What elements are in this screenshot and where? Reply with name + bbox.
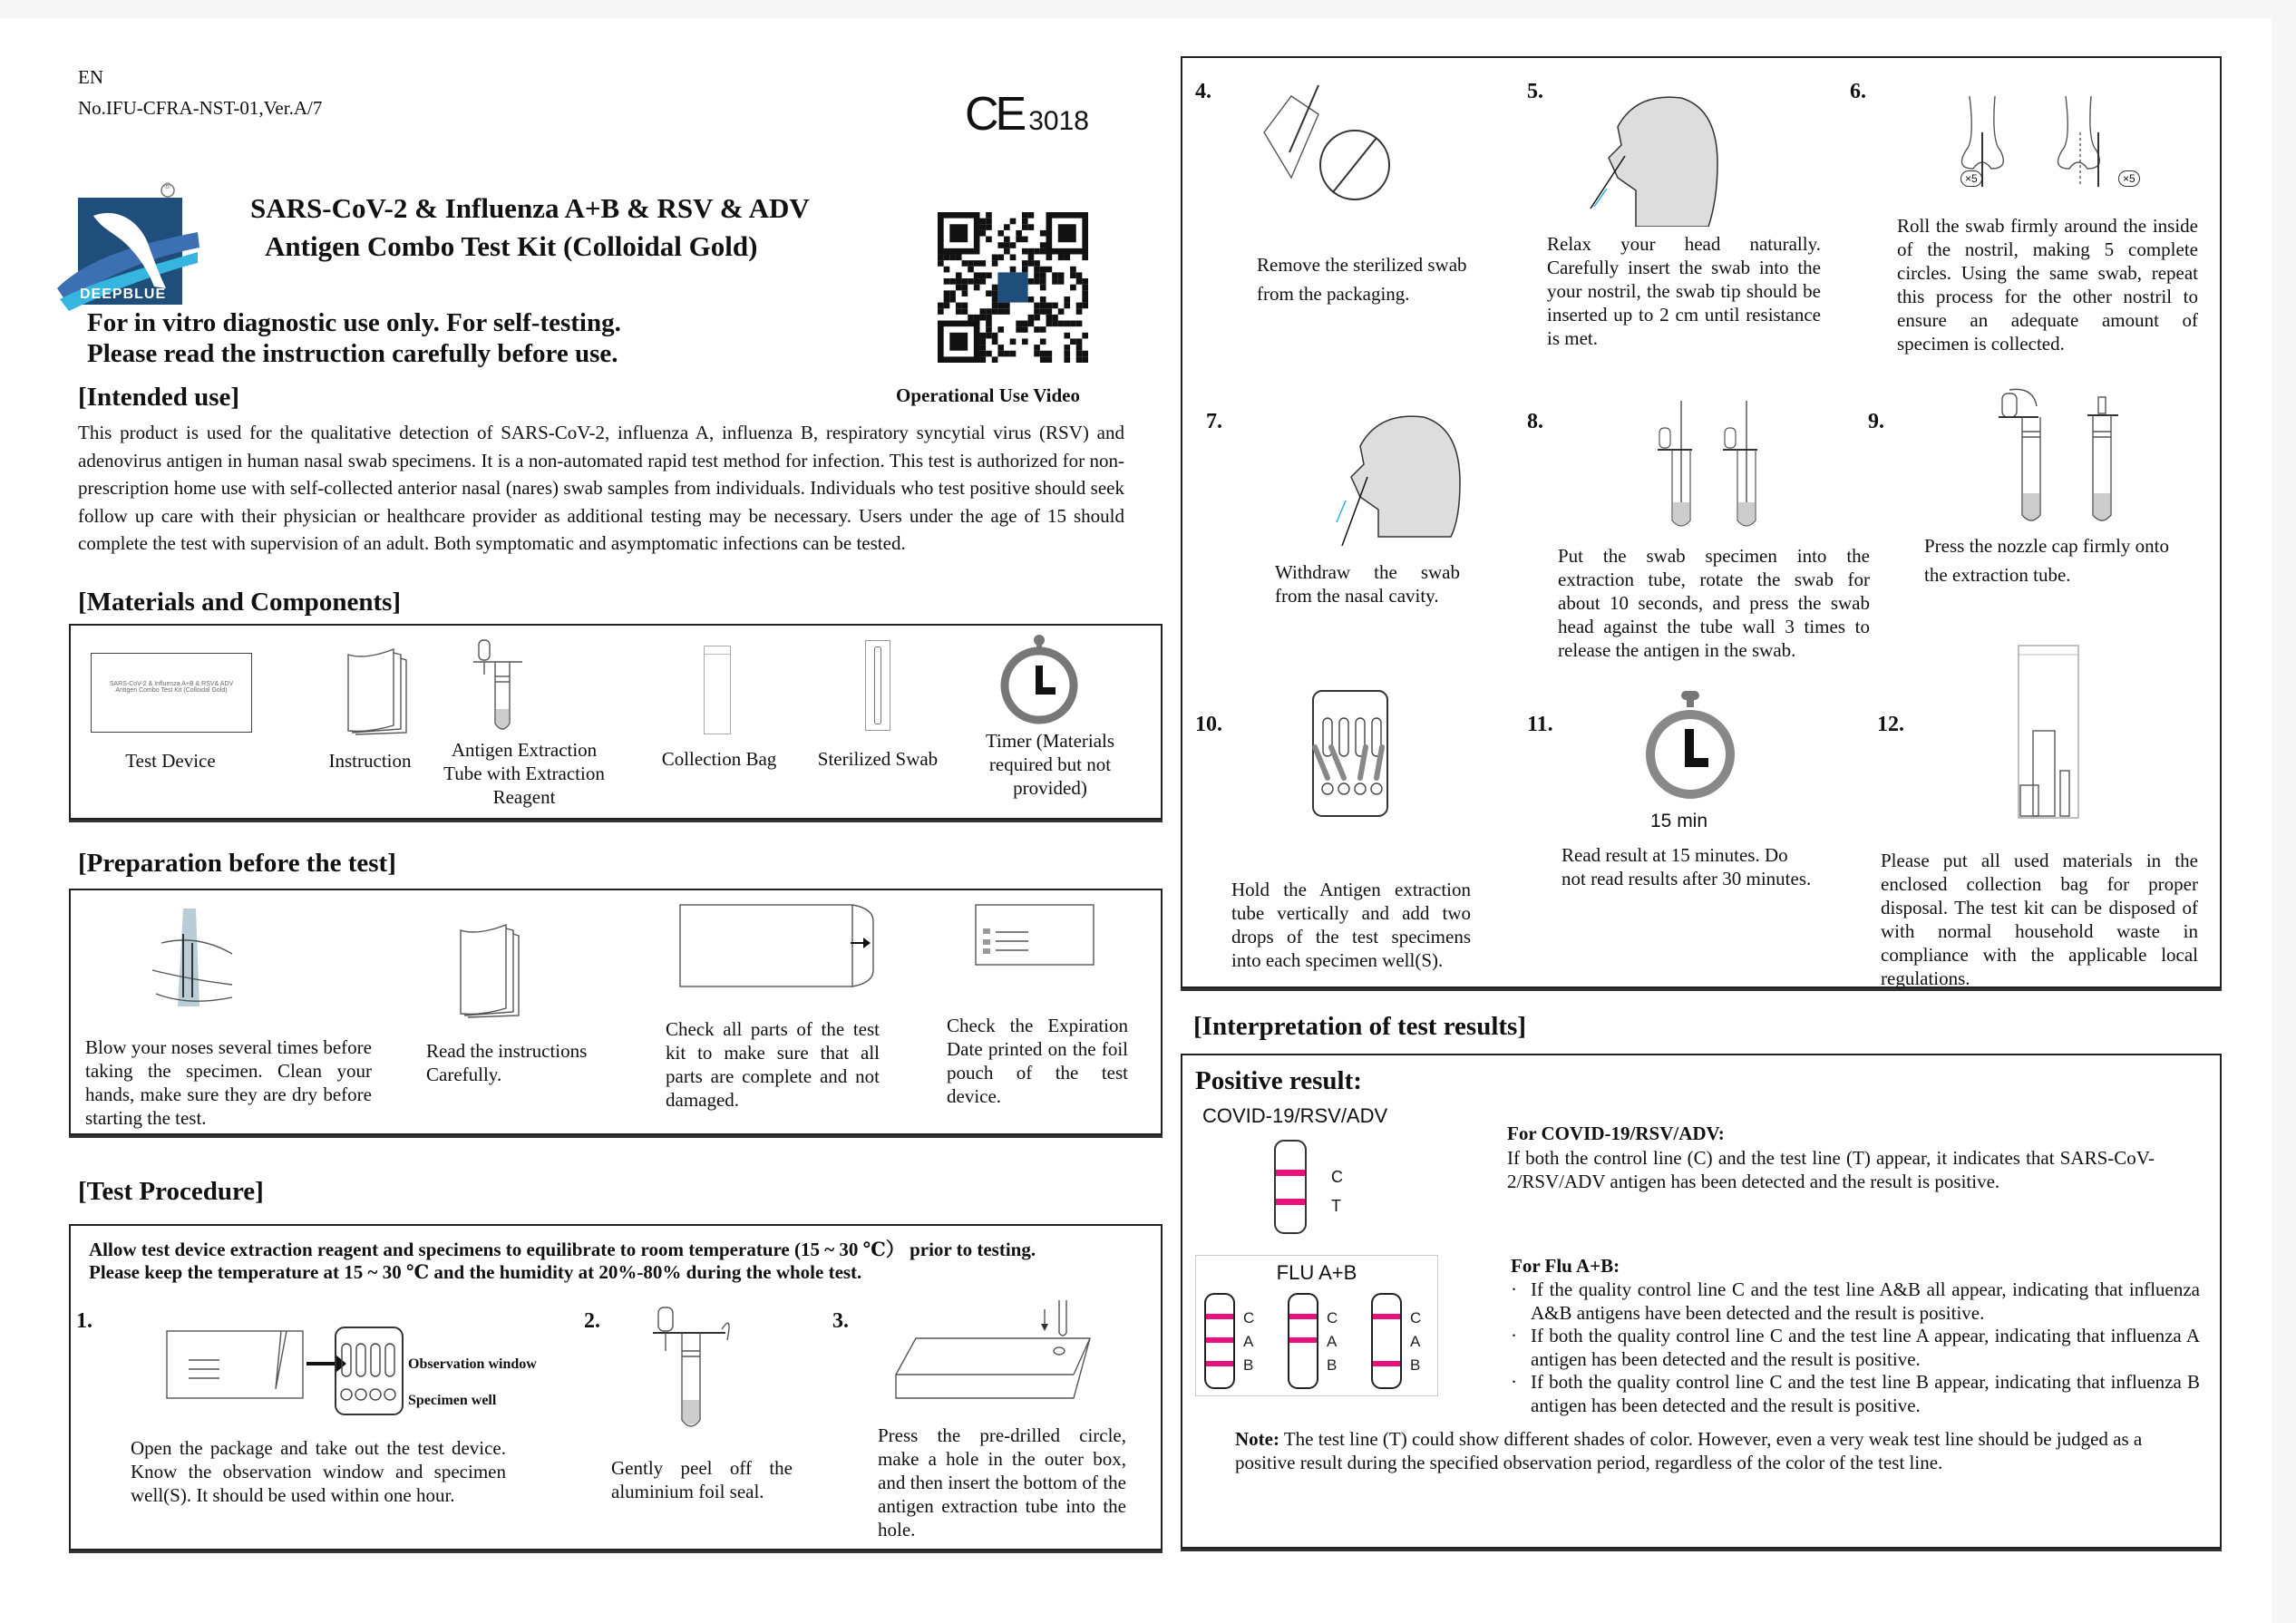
step-text: Withdraw the swab from the nasal cavity. — [1275, 561, 1460, 607]
specimen-well-label: Specimen well — [408, 1393, 497, 1408]
specimen-well — [1338, 783, 1349, 794]
flu-strip-title: FLU A+B — [1276, 1261, 1357, 1284]
tube-rotation-icon — [1636, 401, 1781, 537]
flu-heading: For Flu A+B: — [1511, 1255, 1620, 1277]
flu-strip — [1372, 1294, 1401, 1388]
foil-pouch-icon — [165, 1320, 346, 1411]
specimen-well — [370, 1389, 381, 1400]
strip-line-label: B — [1243, 1356, 1254, 1374]
flu-test-line — [1206, 1337, 1233, 1343]
intended-use-text: This product is used for the qualitative detection of SARS-CoV-2, influenza A, influenza B, respiratory syncytial virus (RSV) and adenovirus antigen in human nasal swab specimens. It is a non-automated rapid test method for infection. This test is authorized for non-prescription home use with self-collected anterior nasal (nares) swab samples from individuals. Individuals who test positive should seek follow up care with their physician or healthcare provider as additional testing may be necessary. Users under the age of 15 should complete the test with supervision of an adult. Both symptomatic and asymptomatic infections can be tested. — [78, 422, 1124, 554]
covid-interpretation-text: If both the control line (C) and the test line (T) appear, it indicates that SARS-CoV-2/RSV/ADV antigen has been detected and the result is positive. — [1507, 1147, 2155, 1192]
qr-code[interactable] — [938, 212, 1088, 363]
observation-window — [342, 1344, 351, 1376]
control-line — [1276, 1170, 1305, 1176]
interpretation-box — [1181, 1054, 2222, 1549]
strip-line-label: A — [1243, 1333, 1254, 1350]
timer-label: 15 min — [1650, 811, 1708, 831]
strip-line-label: T — [1331, 1197, 1341, 1215]
observation-window — [371, 1344, 380, 1376]
registered-mark: ® — [164, 181, 171, 191]
strip-line-label: B — [1410, 1356, 1421, 1374]
procedure-intro-line2: Please keep the temperature at 15 ~ 30 ℃ and the humidity at 20%-80% during the whole test. — [89, 1261, 862, 1283]
kit-box-icon — [678, 903, 896, 994]
strip-line-label: A — [1327, 1333, 1338, 1350]
flu-bullet — [1511, 1278, 2200, 1325]
step-text: Please put all used materials in the enclosed collection bag for proper disposal. The test kit can be disposed of with normal household waste in compliance with the applicable local regulations. — [1881, 850, 2198, 989]
step-text: Hold the Antigen extraction tube vertically and add two drops of the test specimens into each specimen well(S). — [1231, 879, 1471, 971]
language-code: EN — [78, 66, 103, 88]
outer-box-icon — [887, 1298, 1104, 1425]
step-number: 5. — [1527, 80, 1543, 103]
bullet-marker: · — [1511, 1325, 1517, 1346]
note-label: Note: — [1235, 1428, 1279, 1450]
step-number: 11. — [1527, 713, 1553, 736]
preparation-text: Check all parts of the test kit to make sure that all parts are complete and not damaged. — [666, 1018, 880, 1111]
extraction-tube-icon — [651, 1304, 742, 1440]
qr-logo — [997, 272, 1027, 302]
step-number: 3. — [832, 1309, 849, 1333]
flu-test-line — [1206, 1314, 1233, 1319]
timer-icon — [1636, 687, 1745, 805]
specimen-well — [1371, 783, 1382, 794]
deepblue-logo — [53, 180, 207, 316]
step-text: Press the pre-drilled circle, make a hole in the outer box, and then insert the bottom of the antigen extraction tube into the hole. — [878, 1424, 1126, 1540]
nostril-rotation-icon — [1950, 96, 2176, 196]
intended-use-heading: [Intended use] — [78, 383, 240, 412]
step-number: 9. — [1868, 410, 1884, 433]
ivd-notice: For in vitro diagnostic use only. For self-testing. — [87, 308, 621, 337]
observation-window — [1339, 718, 1348, 756]
preparation-text: Blow your noses several times before taking the specimen. Clean your hands, make sure they are dry before starting the test. — [85, 1036, 372, 1129]
strip-line-label: C — [1243, 1309, 1255, 1327]
step-number: 1. — [76, 1309, 92, 1333]
strip-line-label: B — [1327, 1356, 1338, 1374]
specimen-well — [355, 1389, 366, 1400]
timer-icon — [999, 633, 1081, 727]
swab-package-icon — [1255, 78, 1400, 214]
step-text: Remove the sterilized swab from the packaging. — [1257, 254, 1467, 305]
interpretation-heading: [Interpretation of test results] — [1193, 1012, 1526, 1041]
tube-cap — [1659, 428, 1670, 448]
materials-heading: [Materials and Components] — [78, 588, 402, 617]
flu-test-line — [1289, 1314, 1317, 1319]
flu-bullet — [1511, 1371, 2200, 1417]
strip-line-label: C — [1331, 1168, 1343, 1186]
flu-bullet-text: If both the quality control line C and the test line A appear, indicating that influenza A antigen has been detected and the result is positive. — [1531, 1325, 2200, 1370]
read-instructions-notice: Please read the instruction carefully before use. — [87, 339, 618, 368]
instruction-booklet-icon — [343, 646, 415, 736]
tube-cap — [1725, 428, 1736, 448]
product-title-line1: SARS-CoV-2 & Influenza A+B & RSV & ADV — [250, 192, 810, 224]
material-label: Sterilized Swab — [817, 748, 939, 770]
step-text: Relax your head naturally. Carefully insert the swab into the your nostril, the swab tip should be inserted up to 2 cm until resistance is met. — [1547, 233, 1821, 349]
preparation-box — [69, 889, 1163, 1135]
ce-notified-body-number: 3018 — [1028, 106, 1089, 136]
strip-line-label: C — [1327, 1309, 1338, 1327]
preparation-text: Check the Expiration Date printed on the foil pouch of the test device. — [947, 1015, 1128, 1107]
flu-test-line — [1373, 1361, 1400, 1366]
collection-bag-icon — [704, 646, 731, 734]
materials-box — [69, 624, 1163, 820]
step-text: Put the swab specimen into the extraction tube, rotate the swab for about 10 seconds, and press the swab head against the tube wall 3 times to release the antigen in the swab. — [1558, 545, 1870, 661]
step-number: 4. — [1195, 80, 1211, 103]
step-number: 10. — [1195, 713, 1222, 736]
flu-bullet-text: If the quality control line C and the test line A&B all appear, indicating that influenza A&B antigens have been detected and the result is positive. — [1531, 1278, 2200, 1324]
step-number: 7. — [1206, 410, 1222, 433]
preparation-heading: [Preparation before the test] — [78, 849, 396, 878]
flu-test-line — [1373, 1314, 1400, 1319]
rotation-count-badge: ×5 — [2118, 170, 2140, 187]
flu-ab-strips-panel — [1195, 1255, 1438, 1396]
procedure-box-left — [69, 1224, 1163, 1550]
strip-line-label: A — [1410, 1333, 1421, 1350]
test-device-icon: SARS-CoV-2 & Influenza A+B & RSV& ADV Antigen Combo Test Kit (Colloidal Gold) — [91, 653, 252, 733]
flu-bullet-text: If both the quality control line C and the test line B appear, indicating that influenza B antigen has been detected and the result is positive. — [1531, 1371, 2200, 1416]
ce-mark-icon: CE 3018 — [965, 88, 1089, 141]
covid-strip-title: COVID-19/RSV/ADV — [1202, 1104, 1388, 1127]
material-label: Collection Bag — [661, 748, 777, 770]
step-text: Press the nozzle cap firmly onto the extraction tube. — [1924, 535, 2170, 586]
dropper-tube — [1315, 747, 1328, 778]
note-text: The test line (T) could show different shades of color. However, even a very weak test line should be judged as a positive result during the specified observation period, regardless of the color of the test line. — [1235, 1428, 2143, 1473]
observation-window-label: Observation window — [408, 1356, 537, 1372]
bullet-marker: · — [1511, 1371, 1517, 1393]
instruction-booklet-icon — [455, 921, 528, 1021]
specimen-well — [1322, 783, 1333, 794]
specimen-well — [341, 1389, 352, 1400]
flu-test-line — [1206, 1361, 1233, 1366]
nozzle-cap-icon — [1997, 388, 2142, 524]
flu-test-line — [1289, 1337, 1317, 1343]
material-label: Instruction — [328, 750, 412, 772]
observation-window — [356, 1344, 365, 1376]
extraction-liquid — [1673, 502, 1689, 525]
flu-bullet — [1511, 1325, 2200, 1371]
test-cassette-icon — [334, 1326, 406, 1416]
foil-pouch-icon — [974, 903, 1101, 976]
test-cassette-drops-icon — [1279, 687, 1424, 821]
specimen-well — [1355, 783, 1366, 794]
procedure-heading: [Test Procedure] — [78, 1177, 264, 1206]
note — [1235, 1427, 2169, 1474]
material-label: Antigen Extraction Tube with Extraction Reagent — [443, 739, 605, 808]
step-number: 8. — [1527, 410, 1543, 433]
rotation-count-badge: ×5 — [1960, 170, 1982, 187]
step-text: Open the package and take out the test device. Know the observation window and specimen well(S). It should be used within one hour. — [131, 1437, 506, 1506]
procedure-intro-line1: Allow test device extraction reagent and specimens to equilibrate to room temperature (15 ~ 30 ℃） prior to testing. — [89, 1239, 1036, 1260]
covid-heading: For COVID-19/RSV/ADV: — [1507, 1122, 1725, 1144]
swab-icon — [865, 640, 890, 731]
covid-rsv-adv-positive-strip — [1273, 1139, 1346, 1239]
material-label: Timer (Materials required but not provided) — [985, 730, 1115, 799]
bullet-marker: · — [1511, 1278, 1517, 1300]
step-number: 2. — [584, 1309, 600, 1333]
qr-caption: Operational Use Video — [896, 384, 1080, 406]
material-label: Test Device — [125, 750, 216, 772]
observation-window — [385, 1344, 394, 1376]
extraction-tube-icon — [470, 637, 542, 736]
flu-bullet-list — [1511, 1278, 2200, 1417]
head-profile-icon — [1581, 91, 1745, 227]
brand-name: DEEPBLUE — [80, 287, 167, 302]
step-number: 12. — [1877, 713, 1904, 736]
specimen-well — [384, 1389, 395, 1400]
hand-washing-icon — [143, 907, 252, 1016]
strip-line-label: C — [1410, 1309, 1422, 1327]
test-line — [1276, 1199, 1305, 1205]
head-profile-icon — [1324, 410, 1487, 546]
dropper-tube — [1360, 747, 1366, 778]
collection-bag-icon — [2015, 644, 2087, 825]
procedure-box-right — [1181, 56, 2222, 988]
step-text: Gently peel off the aluminium foil seal. — [611, 1457, 793, 1502]
instruction-leaflet-page — [0, 18, 2272, 1623]
positive-result-heading: Positive result: — [1195, 1066, 1362, 1095]
document-number: No.IFU-CFRA-NST-01,Ver.A/7 — [78, 97, 323, 119]
step-text: Roll the swab firmly around the inside of the nostril, making 5 complete circles. Using the same swab, repeat this process for the other nostril to ensure an adequate amount of specimen is collected. — [1897, 215, 2198, 355]
dropper-tube — [1377, 747, 1382, 778]
step-number: 6. — [1850, 80, 1866, 103]
preparation-text: Read the instructions Carefully. — [426, 1040, 588, 1085]
extraction-liquid — [1738, 502, 1755, 525]
dropper-tube — [1331, 747, 1344, 778]
product-title-line2: Antigen Combo Test Kit (Colloidal Gold) — [265, 230, 758, 262]
step-text: Read result at 15 minutes. Do not read results after 30 minutes. — [1561, 844, 1812, 889]
